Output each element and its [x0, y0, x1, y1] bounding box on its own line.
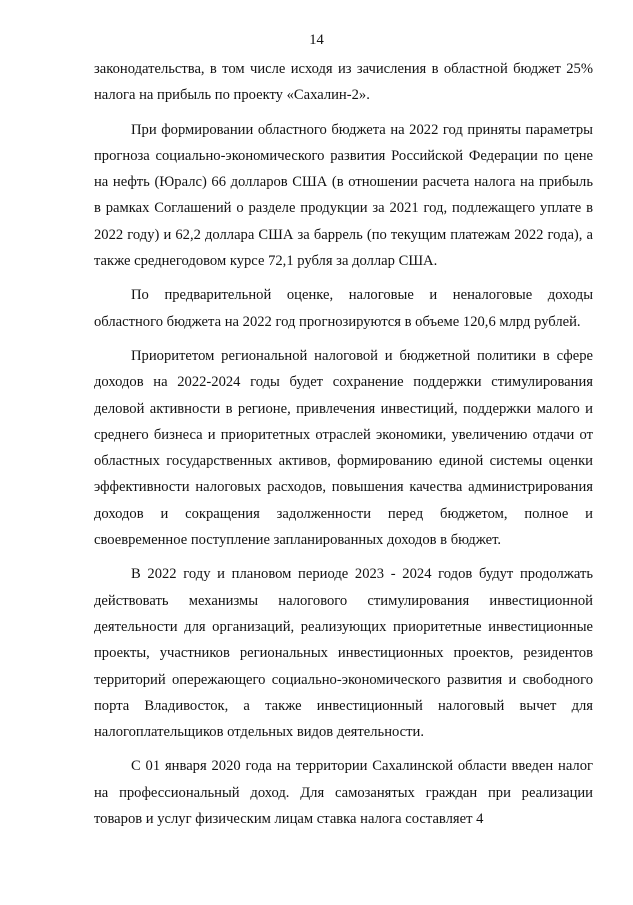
paragraph-revenue-forecast: По предварительной оценке, налоговые и неналоговые доходы областного бюджета на 2022 год прогнозируются в объеме 120,6 млрд рублей. [94, 287, 593, 330]
paragraph-self-employed-tax: С 01 января 2020 года на территории Сахалинской области введен налог на профессиональный доход. Для самозанятых граждан при реализации товаров и услуг физическим лицам ставка налога составляет 4 [94, 758, 593, 828]
paragraph-tax-policy-priorities: Приоритетом региональной налоговой и бюджетной политики в сфере доходов на 2022-2024 годы будет сохранение поддержки стимулирования деловой активности в регионе, привлечения инвестиций, поддержки малого и среднего бизнеса и приоритетных отраслей экономики, увеличению отдачи от областных государственных активов, формированию единой системы оценки эффективности налоговых расходов, повышения качества администрирования доходов и сокращения задолженности перед бюджетом, полное и своевременное поступление запланированных доходов в бюджет. [94, 347, 593, 549]
paragraph-budget-parameters: При формировании областного бюджета на 2022 год приняты параметры прогноза социально-экономического развития Российской Федерации по цене на нефть (Юралс) 66 долларов США (в отношении расчета налога на прибыль в рамках Соглашений о разделе продукции за 2021 год, подлежащего уплате в 2022 году) и 62,2 доллара США за баррель (по текущим платежам 2022 года), а также среднегодовом курсе 72,1 рубля за доллар США. [94, 121, 593, 270]
paragraph-investment-incentives: В 2022 году и плановом периоде 2023 - 2024 годов будут продолжать действовать механизмы налогового стимулирования инвестиционной деятельности для организаций, реализующих приоритетные инвестиционные проекты, участников региональных инвестиционных проектов, резидентов территорий опережающего социально-экономического развития и свободного порта Владивосток, а также инвестиционный налоговый вычет для налогоплательщиков отдельных видов деятельности. [94, 566, 593, 741]
page-number: 14 [309, 32, 324, 48]
body-text [94, 56, 593, 840]
paragraph-continued: законодательства, в том числе исходя из зачисления в областной бюджет 25% налога на прибыль по проекту «Сахалин-2». [94, 61, 593, 104]
